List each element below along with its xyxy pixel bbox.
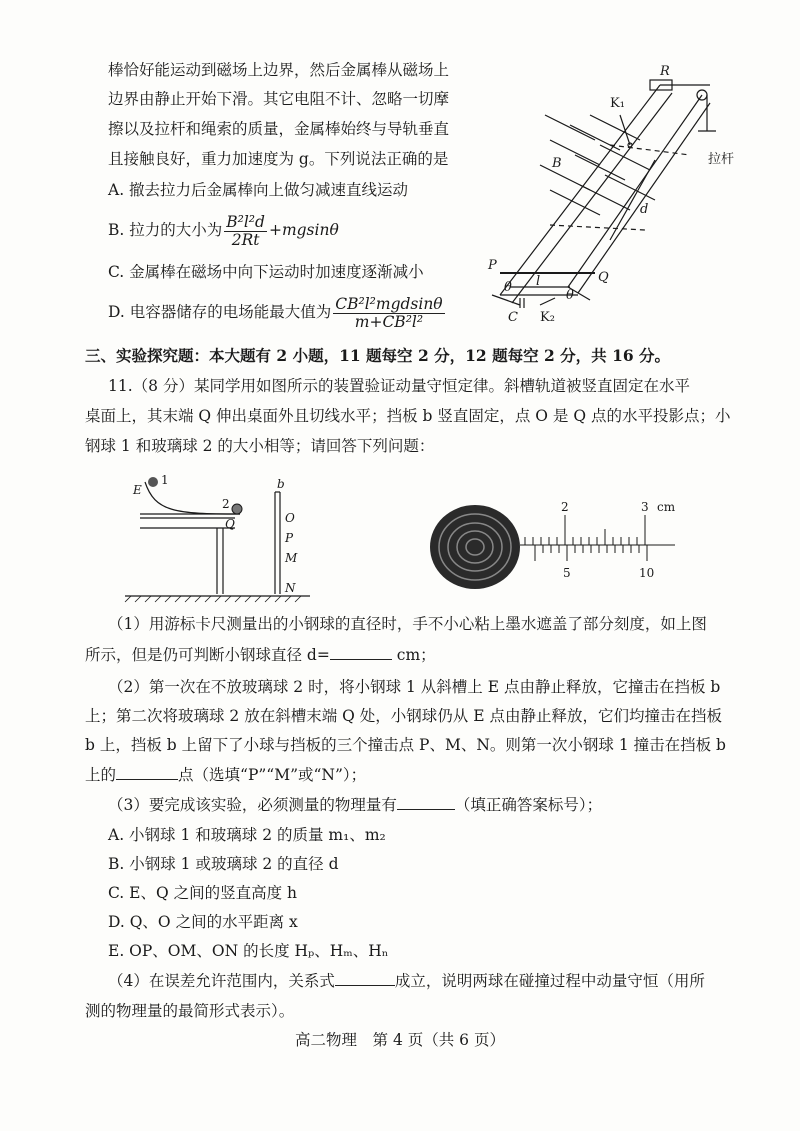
- q10-option-d-numerator: CB²l²mgdsinθ: [335, 294, 443, 313]
- label-Q: Q: [598, 270, 609, 285]
- label-P-point: P: [285, 531, 294, 545]
- q10-text-line-4: 且接触良好，重力加速度为 g。下列说法正确的是: [108, 150, 449, 168]
- label-N: N: [285, 581, 296, 595]
- answer-blank-quantities[interactable]: [397, 795, 455, 810]
- vernier-scale-ticks: [535, 545, 647, 561]
- label-O: O: [285, 511, 295, 525]
- q10-option-b-suffix: +mgsinθ: [268, 221, 339, 239]
- ball-1: [148, 477, 158, 487]
- label-theta-left: θ: [504, 280, 512, 295]
- switch-K2: [540, 298, 555, 305]
- q10-option-b-prefix: B. 拉力的大小为: [108, 221, 223, 239]
- label-theta-right: θ: [566, 288, 574, 303]
- apparatus-figure: [125, 472, 325, 607]
- q11-part1-unit: cm；: [391, 646, 436, 664]
- q11-part4-suffix: 成立，说明两球在碰撞过程中动量守恒（用所: [394, 972, 705, 990]
- q10-option-a: A. 撤去拉力后金属棒向上做匀减速直线运动: [108, 181, 409, 199]
- rail-left-inner: [512, 93, 672, 303]
- caliper-label-5: 5: [563, 566, 571, 580]
- caliper-label-2: 2: [561, 500, 569, 514]
- q11-part3-prefix: （3）要完成该实验，必须测量的物理量有: [108, 796, 397, 814]
- page-footer: 高二物理 第 4 页（共 6 页）: [295, 1031, 505, 1049]
- label-ball-2: 2: [222, 497, 230, 511]
- label-C: C: [508, 310, 518, 325]
- q11-part3-suffix: （填正确答案标号）；: [454, 796, 603, 814]
- q10-option-d-fraction: [333, 296, 444, 331]
- q11-part1-line-1: （1）用游标卡尺测量出的小钢球的直径时，手不小心粘上墨水遮盖了部分刻度，如上图: [108, 615, 707, 633]
- rail-right-inner: [578, 103, 710, 293]
- q11-part3-option-e: E. OP、OM、ON 的长度 Hₚ、Hₘ、Hₙ: [108, 942, 389, 960]
- label-lagan: 拉杆: [708, 152, 735, 167]
- caliper-label-10: 10: [639, 566, 655, 580]
- q10-text-line-2: 边界由静止开始下滑。其它电阻不计、忽略一切摩: [108, 90, 450, 108]
- q11-part1-line-2: [85, 645, 436, 665]
- field-lower-boundary: [550, 225, 645, 230]
- ball-2: [232, 504, 242, 514]
- q11-part3-option-d: D. Q、O 之间的水平距离 x: [108, 913, 298, 931]
- q11-intro-line-1: 11.（8 分）某同学用如图所示的装置验证动量守恒定律。斜槽轨道被竖直固定在水平: [108, 377, 690, 395]
- main-scale-ticks: [525, 515, 645, 545]
- q10-option-d-denominator: m+CB²l²: [354, 312, 424, 331]
- q11-part2-line-1: （2）第一次在不放玻璃球 2 时，将小钢球 1 从斜槽上 E 点由静止释放，它撞击在挡板 b: [108, 678, 721, 696]
- caliper-label-cm: cm: [657, 500, 676, 514]
- q10-option-c: C. 金属棒在磁场中向下运动时加速度逐渐减小: [108, 263, 424, 281]
- answer-blank-point[interactable]: [116, 765, 178, 780]
- label-Q-point: Q: [225, 517, 235, 531]
- q11-intro-line-3: 钢球 1 和玻璃球 2 的大小相等；请回答下列问题：: [85, 437, 435, 455]
- caliper-label-3: 3: [641, 500, 649, 514]
- q11-intro-line-2: 桌面上，其末端 Q 伸出桌面外且切线水平；挡板 b 竖直固定，点 O 是 Q 点的水平投影点；小: [85, 407, 731, 425]
- answer-blank-d[interactable]: [330, 645, 392, 660]
- q11-part3-option-b: B. 小钢球 1 或玻璃球 2 的直径 d: [108, 855, 339, 873]
- inclined-rail-figure: [480, 55, 740, 330]
- label-E: E: [133, 483, 142, 497]
- ink-blot-fingerprint: [430, 505, 520, 589]
- q10-option-b-numerator: B²l²d: [226, 212, 265, 231]
- q11-part2-line-4: [85, 765, 366, 785]
- q11-part2-line-3: b 上，挡板 b 上留下了小球与挡板的三个撞击点 P、M、N。则第一次小钢球 1 撞击在挡板 b: [85, 736, 726, 754]
- label-K1: K₁: [610, 96, 625, 111]
- rail-right-edge: [568, 95, 702, 287]
- label-ball-1: 1: [161, 473, 169, 487]
- label-d: d: [640, 202, 649, 217]
- q11-part2-last-prefix: 上的: [85, 766, 117, 784]
- q11-part3-option-a: A. 小钢球 1 和玻璃球 2 的质量 m₁、m₂: [108, 826, 386, 844]
- q11-part1-prefix: 所示，但是仍可判断小钢球直径 d=: [85, 646, 330, 664]
- q11-part2-line-2: 上；第二次将玻璃球 2 放在斜槽末端 Q 处，小钢球仍从 E 点由静止释放，它们均撞击在挡板: [85, 707, 722, 725]
- vernier-caliper-figure: [425, 495, 685, 595]
- q10-option-b-fraction: [224, 214, 267, 249]
- q10-text-line-3: 擦以及拉杆和绳索的质量，金属棒始终与导轨垂直: [108, 120, 450, 138]
- q10-text-line-1: 棒恰好能运动到磁场上边界，然后金属棒从磁场上: [108, 61, 450, 79]
- label-B: B: [552, 156, 562, 171]
- q11-part4-line-2: 测的物理量的最简形式表示）。: [85, 1002, 295, 1020]
- label-R: R: [660, 64, 670, 79]
- q10-option-d-prefix: D. 电容器储存的电场能最大值为: [108, 303, 332, 321]
- q11-part3-option-c: C. E、Q 之间的竖直高度 h: [108, 884, 298, 902]
- q11-part2-last-suffix: 点（选填“P”“M”或“N”）；: [178, 766, 367, 784]
- section-3-heading: 三、实验探究题：本大题有 2 小题，11 题每空 2 分，12 题每空 2 分，共 16 分。: [85, 346, 671, 365]
- q11-part4-line-1: [108, 971, 705, 991]
- q11-part3-line: [108, 795, 602, 815]
- q10-option-b: [108, 210, 339, 250]
- label-l: l: [536, 274, 541, 289]
- q11-part4-prefix: （4）在误差允许范围内，关系式: [108, 972, 335, 990]
- label-K2: K₂: [540, 310, 555, 325]
- label-b: b: [277, 477, 285, 491]
- label-P: P: [488, 258, 497, 273]
- q10-option-d: [108, 292, 447, 332]
- answer-blank-relation[interactable]: [335, 971, 395, 986]
- q10-option-b-denominator: 2Rt: [231, 230, 260, 249]
- label-M: M: [285, 551, 298, 565]
- d-arrow: [610, 160, 655, 240]
